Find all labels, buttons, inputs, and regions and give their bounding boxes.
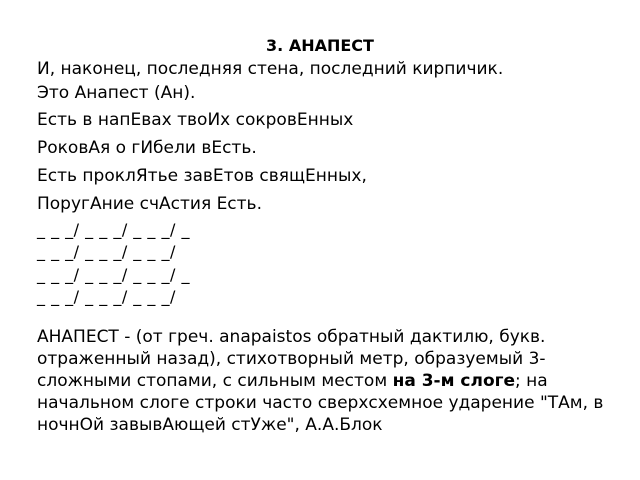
definition-text: ; на начальном слоге строки часто сверхсхемное ударение "ТАм, в ночнОй завывАющей стУже", А.А.Блок xyxy=(37,371,604,435)
meter-scheme-line: _ _ _/ _ _ _/ _ _ _/ _ xyxy=(37,220,190,239)
slide-title: 3. АНАПЕСТ xyxy=(266,36,374,55)
poem-line: Есть в напЕвах твоИх сокровЕнных xyxy=(37,110,354,130)
intro-line: Это Анапест (Ан). xyxy=(37,83,196,103)
meter-scheme-line: _ _ _/ _ _ _/ _ _ _/ xyxy=(37,242,176,261)
poem-line: Есть проклЯтье завЕтов свящЕнных, xyxy=(37,166,367,186)
poem-line: РоковАя о гИбели вЕсть. xyxy=(37,138,257,158)
definition-emphasis: на 3-м слоге xyxy=(392,371,516,391)
intro-line: И, наконец, последняя стена, последний кирпичик. xyxy=(37,59,504,79)
meter-scheme-line: _ _ _/ _ _ _/ _ _ _/ _ xyxy=(37,265,190,284)
anapest-definition xyxy=(37,326,607,436)
definition-text: АНАПЕСТ - (от греч. anapaistos обратный дактилю, букв. отраженный назад), стихотворный метр, образуемый 3-сложными стопами, с сильным местом xyxy=(37,327,546,391)
poem-line: ПоругАние счАстия Есть. xyxy=(37,194,262,214)
meter-scheme-line: _ _ _/ _ _ _/ _ _ _/ xyxy=(37,287,176,306)
